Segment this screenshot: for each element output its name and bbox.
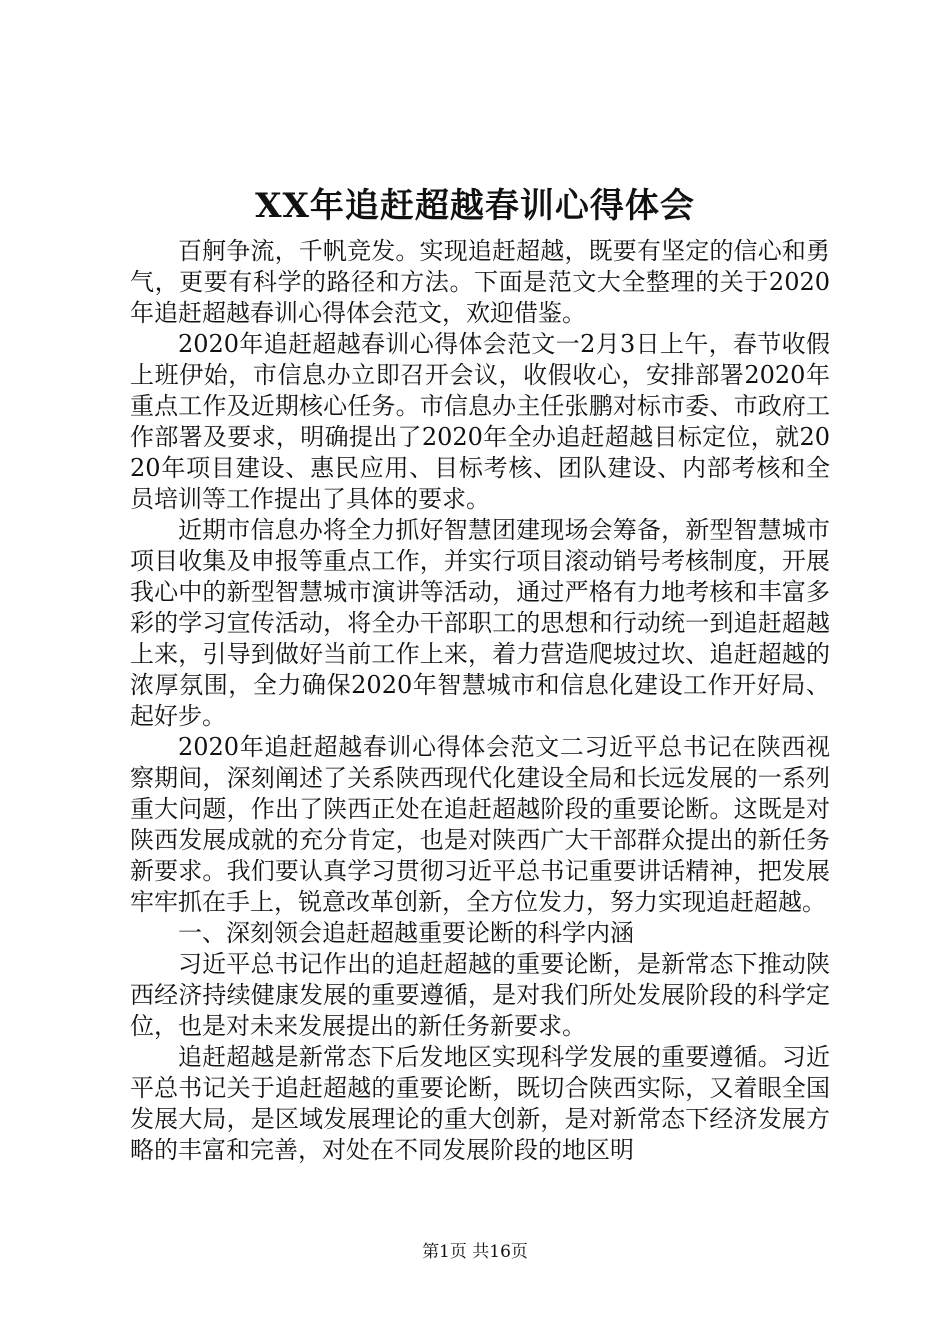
paragraph-guideline: 追赶超越是新常态下后发地区实现科学发展的重要遵循。习近平总书记关于追赶超越的重要论断，既切合陕西实际，又着眼全国发展大局，是区域发展理论的重大创新，是对新常态下经济发展方略的丰富和完善，对处在不同发展阶段的地区明 [130, 1043, 830, 1164]
paragraph-intro: 百舸争流，千帆竞发。实现追赶超越，既要有坚定的信心和勇气，更要有科学的路径和方法。下面是范文大全整理的关于2020年追赶超越春训心得体会范文，欢迎借鉴。 [130, 237, 830, 327]
section-heading-one: 一、深刻领会追赶超越重要论断的科学内涵 [178, 919, 634, 947]
paragraph-sample-one: 2020年追赶超越春训心得体会范文一2月3日上午，春节收假上班伊始，市信息办立即召开会议，收假收心，安排部署2020年重点工作及近期核心任务。市信息办主任张鹏对标市委、市政府工作部署及要求，明确提出了2020年全办追赶超越目标定位，就2020年项目建设、惠民应用、目标考核、团队建设、内部考核和全员培训等工作提出了具体的要求。 [130, 330, 830, 513]
paragraph-sample-two: 2020年追赶超越春训心得体会范文二习近平总书记在陕西视察期间，深刻阐述了关系陕西现代化建设全局和长远发展的一系列重大问题，作出了陕西正处在追赶超越阶段的重要论断。这既是对陕西发展成就的充分肯定，也是对陕西广大干部群众提出的新任务新要求。我们要认真学习贯彻习近平总书记重要讲话精神，把发展牢牢抓在手上，锐意改革创新，全方位发力，努力实现追赶超越。 [130, 733, 830, 916]
document-body [130, 236, 830, 1166]
page-number: 第1页 共16页 [422, 1242, 528, 1262]
paragraph-important-conclusion: 习近平总书记作出的追赶超越的重要论断，是新常态下推动陕西经济持续健康发展的重要遵循，是对我们所处发展阶段的科学定位，也是对未来发展提出的新任务新要求。 [130, 950, 830, 1040]
paragraph-recent-work: 近期市信息办将全力抓好智慧团建现场会筹备，新型智慧城市项目收集及申报等重点工作，并实行项目滚动销号考核制度，开展我心中的新型智慧城市演讲等活动，通过严格有力地考核和丰富多彩的学习宣传活动，将全办干部职工的思想和行动统一到追赶超越上来，引导到做好当前工作上来，着力营造爬坡过坎、追赶超越的浓厚氛围，全力确保2020年智慧城市和信息化建设工作开好局、起好步。 [130, 516, 830, 730]
document-title: XX年追赶超越春训心得体会 [255, 186, 695, 226]
